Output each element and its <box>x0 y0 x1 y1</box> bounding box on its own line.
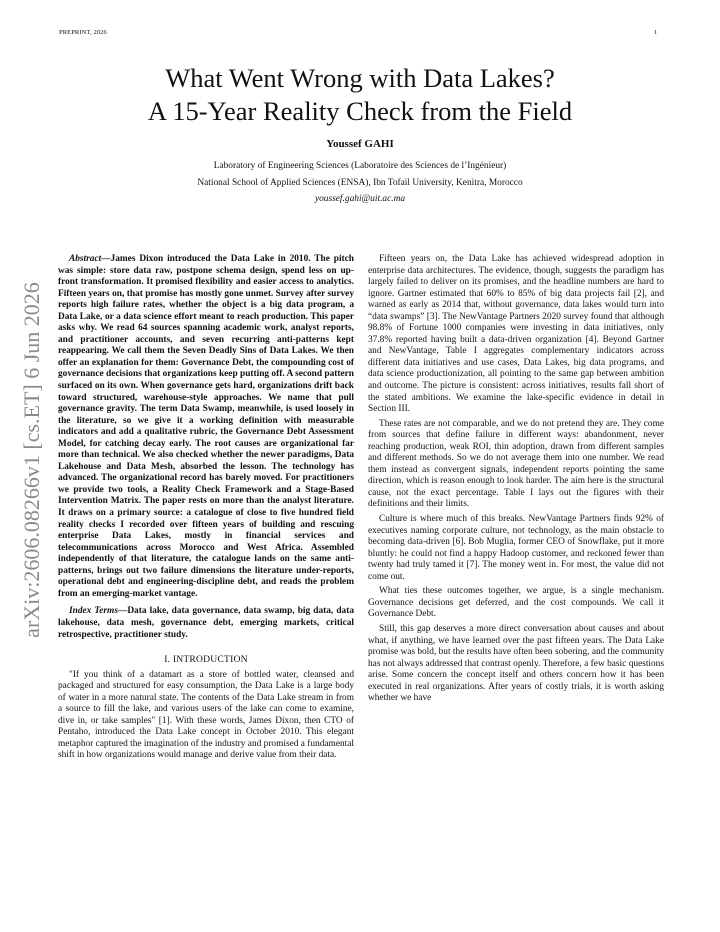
right-column <box>368 254 664 705</box>
title-line-2: A 15-Year Reality Check from the Field <box>147 96 573 126</box>
title-line-1: What Went Wrong with Data Lakes? <box>165 63 555 93</box>
body-paragraph-1: Fifteen years on, the Data Lake has achieved widespread adoption in enterprise data architectures. The evidence, though, suggests the paradigm has largely failed to deliver on its promises, and the headline numbers are hard to ignore. Gartner estimated that 60% to 85% of big data projects fail [2], and warned as early as 2014 that, without governance, data lakes would turn into “data swamps” [3]. The NewVantage Partners 2020 survey found that although 98.8% of Fortune 1000 companies were investing in data initiatives, only 37.8% reported having built a data-driven organization [4]. Beyond Gartner and NewVantage, Table I aggregates complementary indicators across different data initiatives and use cases, Data Lakes, big data programs, and data science productionization, all pointing to the same gap between ambition and outcome. The picture is consistent: across initiatives, results fall short of the stated ambitions. We examine the lake-specific evidence in detail in Section III. <box>368 254 664 415</box>
intro-paragraph-1: "If you think of a datamart as a store of bottled water, cleansed and packaged and structured for easy consumption, the Data Lake is a large body of water in a more natural state. The contents of the Data Lake stream in from a source to fill the lake, and various users of the lake can come to examine, dive in, or take samples" [1]. With these words, James Dixon, then CTO of Pentaho, introduced the Data Lake concept in October 2010. This elegant metaphor captured the imagination of the industry and promised a fundamental shift in how organizations would manage and derive value from their data. <box>58 669 354 761</box>
index-terms <box>58 606 354 641</box>
abstract-text: —James Dixon introduced the Data Lake in 2010. The pitch was simple: store data raw, postpone schema design, spend less on up-front transformation. It promised flexibility and easier access to analytics. Fifteen years on, that promise has mostly gone unmet. Survey after survey reports high failure rates, whether the object is a big data program, a Data Lake, or a data science effort meant to reach production. This paper asks why. We read 64 sources spanning academic work, analyst reports, and practitioner accounts, and seven recurring anti-patterns kept reappearing. We call them the Seven Deadly Sins of Data Lakes. We then offer an explanation for them: Governance Debt, the compounding cost of governance decisions that organizations keep putting off. A second pattern surfaced on its own. When governance gets hard, organizations drift back toward structured, warehouse-style approaches. We name that pull governance gravity. The term Data Swamp, meanwhile, is used loosely in the literature, so we give it a working definition with measurable indicators and add a qualitative rubric, the Governance Debt Assessment Model, for catching decay early. The root causes are organizational far more than technical. We also checked whether the newer paradigms, Data Lakehouse and Data Mesh, absorbed the lesson. The technology has advanced. The organizational record has barely moved. For practitioners we provide two tools, a Reality Check Framework and a Stage-Based Intervention Matrix. The paper rests on more than the analyst literature. It draws on a primary source: a catalogue of close to five hundred field reality checks I recorded over fifteen years of building and rescuing enterprise Data Lakes, mostly in financial services and telecommunications across Morocco and West Africa. Assembled independently of that literature, the catalogue lands on the same anti-patterns, brings out two failure dimensions the literature under-reports, operational debt and engineering-discipline debt, and reads the problem from an emerging-market vantage. <box>58 254 354 599</box>
running-header: PREPRINT, 2026 <box>59 29 107 36</box>
index-terms-text: —Data lake, data governance, data swamp, big data, data lakehouse, data mesh, governance debt, emerging markets, critical retrospective, practitioner study. <box>58 606 355 640</box>
body-paragraph-2: These rates are not comparable, and we do not pretend they are. They come from sources that define failure in different ways: abandonment, never reaching production, weak ROI, thin adoption, drawn from different samples and different methods. So we do not average them into one number. We read them instead as convergent signals, independent reports pointing the same direction, which is reason enough to look harder. The aim here is the structural cause, not the exact percentage. Table I lays out the figures with their definitions and their limits. <box>368 418 664 510</box>
arxiv-stamp: arXiv:2606.08266v1 [cs.ET] 6 Jun 2026 <box>19 282 44 638</box>
abstract-lead: Abstract <box>69 254 102 264</box>
author-email[interactable]: youssef.gahi@uit.ac.ma <box>314 194 406 204</box>
affiliation-line-2: National School of Applied Sciences (ENSA), Ibn Tofail University, Kenitra, Morocco <box>197 177 523 188</box>
page-number: 1 <box>654 29 658 36</box>
paper-title <box>0 62 720 128</box>
section-heading-introduction: I. INTRODUCTION <box>164 654 248 666</box>
affiliation-line-1: Laboratory of Engineering Sciences (Laboratoire des Sciences de l’Ingénieur) <box>213 161 507 171</box>
author-name: Youssef GAHI <box>326 138 394 150</box>
abstract <box>58 254 354 600</box>
body-paragraph-4: What ties these outcomes together, we argue, is a single mechanism. Governance decisions get deferred, and the cost compounds. We call it Governance Debt. <box>368 586 664 620</box>
body-paragraph-5: Still, this gap deserves a more direct conversation about causes and about what, if anything, we have learned over the past fifteen years. The Data Lake promise was bold, but the results have often been sobering, and the community has not always addressed that contrast openly. Therefore, a few basic questions arise. Some concern the concept itself and others concern how it has been executed in real organizations. After years of costly trials, it is worth asking whether we have <box>368 623 664 704</box>
affiliation-block <box>0 158 720 208</box>
body-paragraph-3: Culture is where much of this breaks. NewVantage Partners finds 92% of executives naming corporate culture, not technology, as the main obstacle to becoming data-driven [6]. Bob Muglia, former CEO of Snowflake, put it more bluntly: he could not find a happy Hadoop customer, and reckoned fewer than twenty had truly tamed it [7]. The money went in. For most, the value did not come out. <box>368 514 664 582</box>
index-terms-lead: Index Terms <box>69 606 118 617</box>
left-column <box>58 254 354 762</box>
